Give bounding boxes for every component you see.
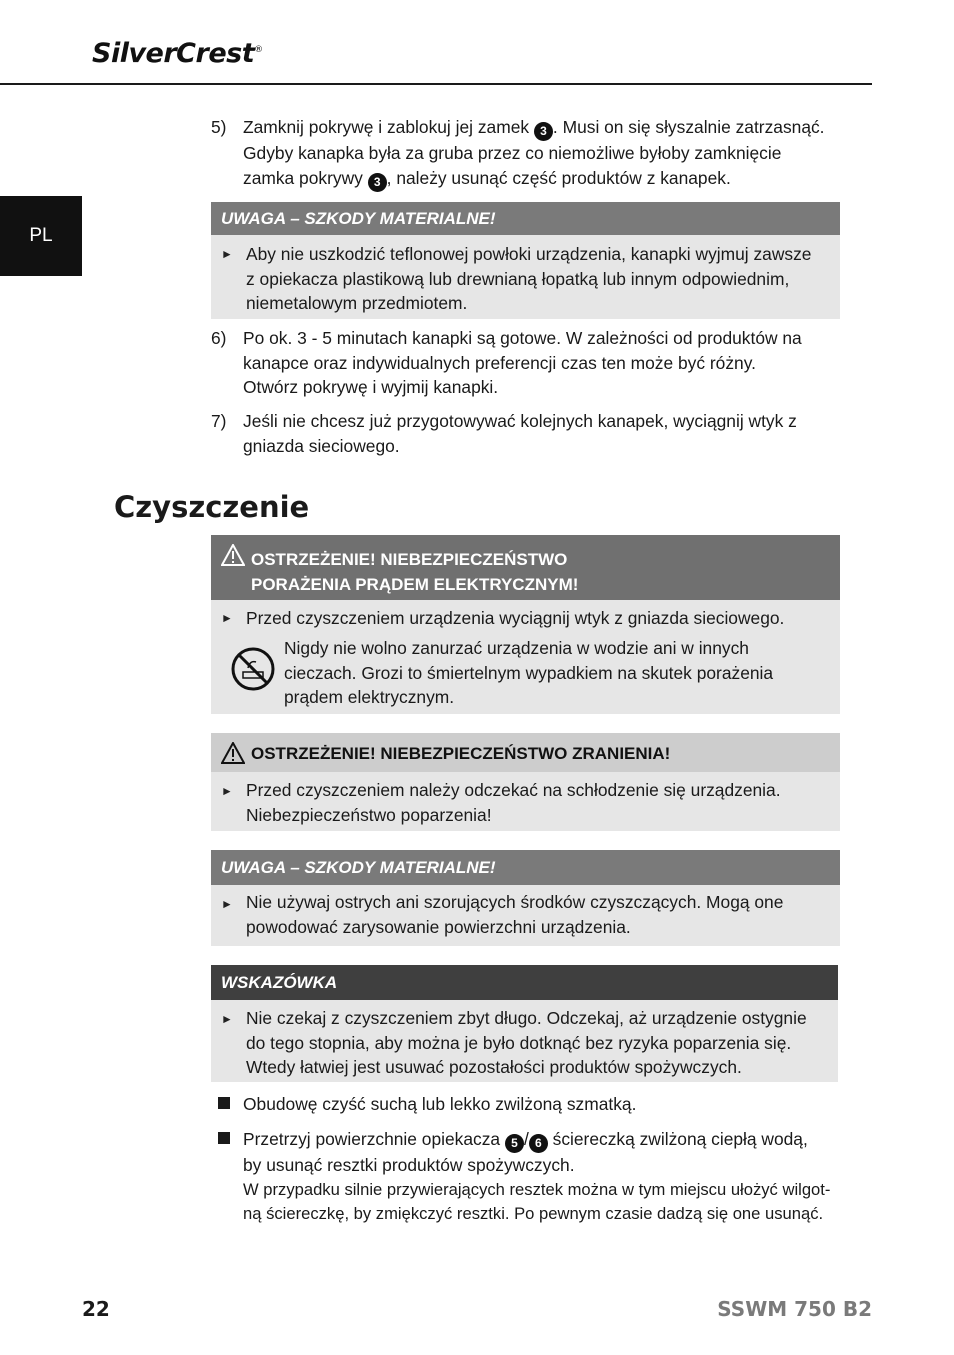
- warning-title: OSTRZEŻENIE! NIEBEZPIECZEŃSTWO ZRANIENIA!: [211, 733, 840, 772]
- warning-bullet: Przed czyszczeniem urządzenia wyciągnij wtyk z gniazda sieciowego.: [246, 608, 785, 628]
- bullet-arrow-icon: ►: [221, 897, 233, 911]
- notice-box: [211, 202, 840, 319]
- cleaning-bullet: Przetrzyj powierzchnie opiekacza 5 / 6 ściereczką zwilżoną ciepłą wodą, by usunąć resztki produktów spożywczych. W przypadku silnie przywierających resztek można w tym miejscu ułożyć wilgot- ną ściereczkę, by zmiękczyć resztki. Po pewnym czasie dadzą się one usunąć.: [243, 1129, 831, 1224]
- notice-title: UWAGA – SZKODY MATERIALNE!: [211, 202, 840, 235]
- bullet-arrow-icon: ►: [221, 611, 233, 625]
- square-bullet-icon: [218, 1097, 230, 1109]
- square-bullet-icon: [218, 1132, 230, 1144]
- header-rule: [0, 83, 872, 85]
- ref-badge: 5: [505, 1134, 524, 1153]
- bullet-arrow-icon: ►: [221, 247, 233, 261]
- bullet-arrow-icon: ►: [221, 784, 233, 798]
- warning-text: Przed czyszczeniem należy odczekać na schłodzenie się urządzenia. Niebezpieczeństwo poparzenia!: [246, 780, 781, 825]
- tip-text: Nie czekaj z czyszczeniem zbyt długo. Odczekaj, aż urządzenie ostygnie do tego stopnia, aby można je było dotknąć bez ryzyka poparzenia się. Wtedy łatwiej jest usuwać pozostałości produktów spożywczych.: [246, 1008, 807, 1078]
- notice-box: [211, 850, 840, 946]
- ref-badge: 3: [368, 173, 387, 192]
- warning-triangle-icon: [221, 544, 245, 566]
- section-title: Czyszczenie: [114, 490, 310, 524]
- model-number: SSWM 750 B2: [717, 1297, 872, 1321]
- step-5-text: Zamknij pokrywę i zablokuj jej zamek 3 . Musi on się słyszalnie zatrzasnąć. Gdyby kanapka była za gruba przez co niemożliwe byłoby zamknięcie zamka pokrywy 3 , należy usunąć część produktów z kanapek.: [243, 115, 843, 192]
- step-number: 7): [211, 411, 227, 431]
- brand-logo: SilverCrest®: [92, 38, 263, 69]
- tip-box: [211, 965, 838, 1082]
- notice-text: Aby nie uszkodzić teflonowej powłoki urządzenia, kanapki wyjmuj zawsze z opiekacza plastikową lub drewnianą łopatką lub innym odpowiednim, niemetalowym przedmiotem.: [246, 244, 812, 314]
- notice-text: Nie używaj ostrych ani szorujących środków czyszczących. Mogą one powodować zarysowanie powierzchni urządzenia.: [246, 892, 784, 937]
- step-number: 6): [211, 328, 227, 348]
- ref-badge: 3: [534, 122, 553, 141]
- step-6-text: Po ok. 3 - 5 minutach kanapki są gotowe. W zależności od produktów na kanapce oraz indywidualnych preferencji czas ten może być różny. Otwórz pokrywę i wyjmij kanapki.: [243, 328, 802, 398]
- language-tab: PL: [0, 196, 82, 276]
- step-number: 5): [211, 117, 227, 137]
- warning-box: [211, 535, 840, 714]
- notice-title: UWAGA – SZKODY MATERIALNE!: [211, 850, 840, 885]
- bullet-arrow-icon: ►: [221, 1012, 233, 1026]
- step-7-text: Jeśli nie chcesz już przygotowywać kolejnych kanapek, wyciągnij wtyk z gniazda sieciowego.: [243, 411, 797, 456]
- warning-box: [211, 733, 840, 831]
- cleaning-bullet: Obudowę czyść suchą lub lekko zwilżoną szmatką.: [243, 1094, 637, 1114]
- ref-badge: 6: [529, 1134, 548, 1153]
- page-number: 22: [82, 1297, 110, 1321]
- tip-title: WSKAZÓWKA: [211, 965, 838, 1000]
- no-water-immersion-icon: [230, 646, 276, 692]
- warning-text: Nigdy nie wolno zanurzać urządzenia w wodzie ani w innych cieczach. Grozi to śmiertelnym wypadkiem na skutek porażenia prądem elektrycznym.: [284, 638, 774, 708]
- warning-title: OSTRZEŻENIE! NIEBEZPIECZEŃSTWO PORAŻENIA PRĄDEM ELEKTRYCZNYM!: [211, 535, 840, 600]
- warning-triangle-icon: [221, 742, 245, 764]
